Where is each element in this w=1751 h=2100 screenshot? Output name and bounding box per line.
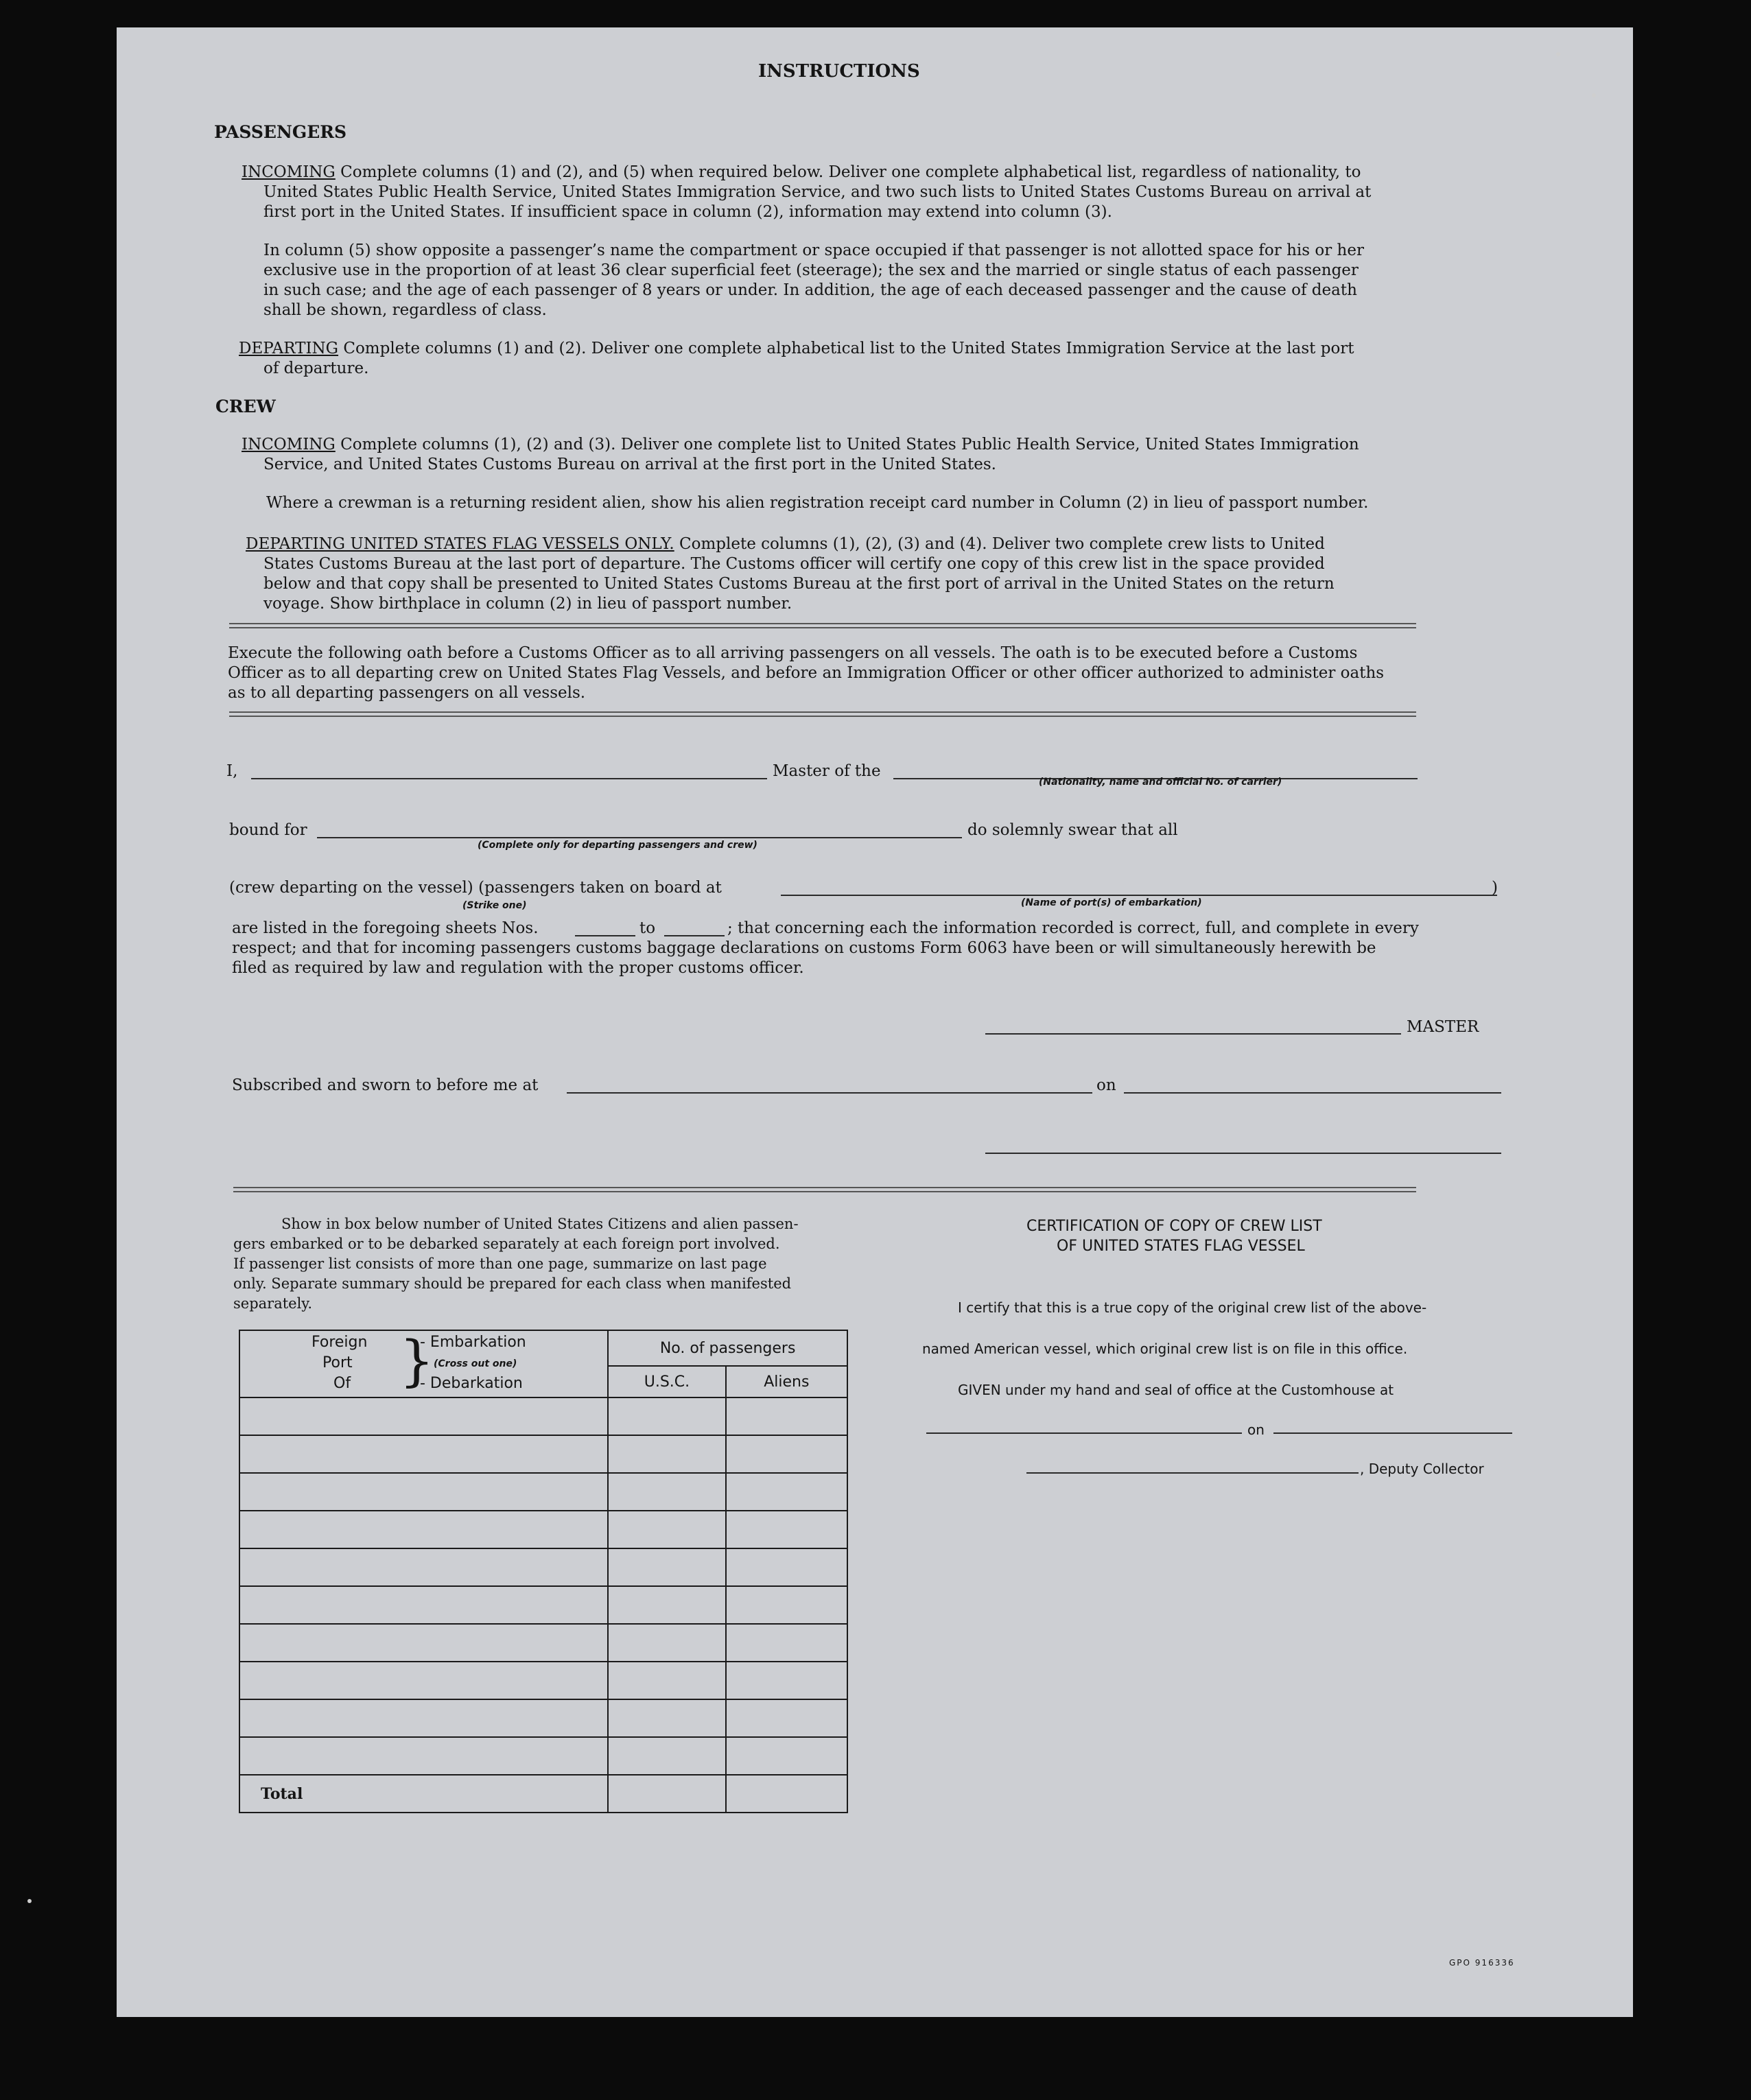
debarkation-label: - Debarkation: [420, 1375, 523, 1392]
aliens-cell[interactable]: [726, 1586, 847, 1624]
total-label-cell: [239, 1775, 608, 1813]
port-cell[interactable]: [239, 1511, 608, 1548]
carrier-caption: (Nationality, name and official No. of carrier): [1039, 777, 1282, 788]
footer-code: GPO 916336: [1449, 1958, 1515, 1968]
brace-glyph: }: [399, 1329, 434, 1393]
port-cell[interactable]: [239, 1397, 608, 1435]
column5-line-1: In column (5) show opposite a passenger’s name the compartment or space occupied if that passenger is not allotted space for his or her: [263, 241, 1364, 259]
oath-i-label: I,: [226, 762, 238, 780]
table-row: [239, 1662, 847, 1699]
scan-speck: [1592, 93, 1596, 97]
embarkation-label: - Embarkation: [420, 1334, 526, 1351]
passengers-departing-label: DEPARTING: [239, 340, 339, 357]
sworn-on-label: on: [1096, 1076, 1116, 1094]
certification-line-2: named American vessel, which original crew list is on file in this office.: [922, 1341, 1408, 1357]
passengers-departing-text: Complete columns (1) and (2). Deliver one complete alphabetical list to the United States Immigration Service at the last port: [343, 340, 1354, 357]
total-row: [239, 1775, 847, 1813]
strike-one-caption: (Strike one): [462, 900, 527, 911]
bound-caption: (Complete only for departing passengers and crew): [478, 840, 757, 851]
port-cell[interactable]: [239, 1699, 608, 1737]
listed-sheets-label: are listed in the foregoing sheets Nos.: [232, 919, 539, 937]
summary-line-3: If passenger list consists of more than one page, summarize on last page: [233, 1255, 767, 1272]
aliens-header: Aliens: [726, 1366, 847, 1397]
summary-line-2: gers embarked or to be debarked separately at each foreign port involved.: [233, 1236, 780, 1252]
summary-line-4: only. Separate summary should be prepared for each class when manifested: [233, 1275, 792, 1292]
do-solemnly-label: do solemnly swear that all: [967, 821, 1178, 839]
usc-cell[interactable]: [608, 1473, 725, 1511]
crew-incoming-line-1: [242, 435, 1359, 455]
passengers-departing-line-1: [239, 339, 1354, 359]
aliens-cell[interactable]: [726, 1511, 847, 1548]
table-row: [239, 1737, 847, 1775]
passengers-heading: PASSENGERS: [214, 122, 347, 142]
divider-1: [229, 623, 1416, 628]
crew-heading: CREW: [215, 397, 276, 416]
column5-line-4: shall be shown, regardless of class.: [263, 301, 547, 319]
master-name-field[interactable]: [251, 778, 767, 779]
passengers-incoming-line-1: [242, 163, 1361, 182]
divider-2: [229, 711, 1416, 717]
summary-header-row: [239, 1330, 847, 1366]
port-cell[interactable]: [239, 1624, 608, 1662]
crew-departing-text: Complete columns (1), (2), (3) and (4). Deliver two complete crew lists to United: [679, 535, 1325, 553]
customhouse-field[interactable]: [926, 1432, 1242, 1434]
crew-departing-line-2: States Customs Bureau at the last port of departure. The Customs officer will certify one copy of this crew list in the space provided: [263, 555, 1325, 573]
aliens-cell[interactable]: [726, 1624, 847, 1662]
crew-departing-label: DEPARTING UNITED STATES FLAG VESSELS ONLY.: [246, 535, 674, 553]
passengers-incoming-text: Complete columns (1) and (2), and (5) when required below. Deliver one complete alphabetical list, regardless of nationality, to: [340, 163, 1361, 181]
usc-cell[interactable]: [608, 1511, 725, 1548]
oath-instructions-line-3: as to all departing passengers on all vessels.: [228, 684, 586, 702]
deputy-collector-field[interactable]: [1026, 1472, 1359, 1474]
deputy-collector-label: , Deputy Collector: [1360, 1461, 1484, 1477]
passengers-departing-line-2: of departure.: [263, 359, 369, 377]
oath-instructions-line-2: Officer as to all departing crew on United States Flag Vessels, and before an Immigration Officer or other officer authorized to administer oaths: [228, 664, 1385, 682]
crew-departing-line-1: [246, 534, 1325, 554]
summary-line-1: Show in box below number of United States Citizens and alien passen-: [281, 1216, 799, 1232]
port-cell[interactable]: [239, 1548, 608, 1586]
crew-departing-line-3: below and that copy shall be presented to United States Customs Bureau at the first port of arrival in the United States on the return: [263, 575, 1335, 593]
certification-date-field[interactable]: [1273, 1432, 1512, 1434]
certification-line-3: GIVEN under my hand and seal of office at the Customhouse at: [958, 1382, 1394, 1398]
table-row: [239, 1511, 847, 1548]
ports-field[interactable]: [781, 895, 1497, 896]
column5-line-3: in such case; and the age of each passenger of 8 years or under. In addition, the age of each deceased passenger and the cause of death: [263, 281, 1357, 299]
total-usc-cell[interactable]: [608, 1775, 725, 1813]
total-label: Total: [261, 1784, 303, 1803]
bound-for-label: bound for: [229, 821, 307, 839]
usc-cell[interactable]: [608, 1624, 725, 1662]
resident-alien-line: Where a crewman is a returning resident alien, show his alien registration receipt card number in Column (2) in lieu of passport number.: [266, 494, 1369, 512]
listed-rest-label: ; that concerning each the information recorded is correct, full, and complete in every: [727, 919, 1419, 937]
cross-out-caption: (Cross out one): [434, 1358, 517, 1369]
scan-speck: [27, 1899, 32, 1903]
table-row: [239, 1699, 847, 1737]
sheet-to-field[interactable]: [664, 935, 725, 936]
master-label: MASTER: [1407, 1018, 1479, 1036]
aliens-cell[interactable]: [726, 1473, 847, 1511]
certification-line-1: I certify that this is a true copy of the original crew list of the above-: [958, 1299, 1427, 1316]
table-row: [239, 1548, 847, 1586]
port-cell[interactable]: [239, 1586, 608, 1624]
table-row: [239, 1397, 847, 1435]
total-aliens-cell[interactable]: [726, 1775, 847, 1813]
passengers-incoming-line-3: first port in the United States. If insufficient space in column (2), information may extend into column (3).: [263, 203, 1112, 221]
usc-cell[interactable]: [608, 1737, 725, 1775]
table-row: [239, 1435, 847, 1473]
aliens-cell[interactable]: [726, 1737, 847, 1775]
table-row: [239, 1624, 847, 1662]
no-of-passengers-header: No. of passengers: [608, 1330, 847, 1366]
port-label: Port: [322, 1354, 353, 1371]
sheet-from-field[interactable]: [575, 935, 635, 936]
respect-line: respect; and that for incoming passengers customs baggage declarations on customs Form 6063 have been or will simultaneously herewith be: [232, 939, 1376, 957]
close-paren: ): [1492, 879, 1498, 897]
ports-caption: (Name of port(s) of embarkation): [1021, 897, 1202, 908]
usc-cell[interactable]: [608, 1699, 725, 1737]
bound-for-field[interactable]: [317, 837, 962, 838]
port-cell[interactable]: [239, 1662, 608, 1699]
passengers-incoming-line-2: United States Public Health Service, United States Immigration Service, and two such lists to United States Customs Bureau on arrival at: [263, 183, 1372, 201]
crew-incoming-text: Complete columns (1), (2) and (3). Deliver one complete list to United States Public Health Service, United States Immigration: [340, 436, 1359, 453]
aliens-cell[interactable]: [726, 1397, 847, 1435]
aliens-cell[interactable]: [726, 1662, 847, 1699]
port-cell[interactable]: [239, 1435, 608, 1473]
table-row: [239, 1473, 847, 1511]
of-label: Of: [333, 1375, 351, 1392]
oath-instructions-line-1: Execute the following oath before a Customs Officer as to all arriving passengers on all vessels. The oath is to be executed before a Customs: [228, 644, 1358, 662]
passengers-incoming-label: INCOMING: [242, 163, 336, 181]
crew-incoming-label: INCOMING: [242, 436, 336, 453]
page-title: INSTRUCTIONS: [758, 61, 920, 82]
aliens-cell[interactable]: [726, 1699, 847, 1737]
master-signature-field[interactable]: [985, 1033, 1401, 1035]
usc-cell[interactable]: [608, 1662, 725, 1699]
certification-on-label: on: [1247, 1421, 1265, 1438]
form-page: [117, 27, 1633, 2017]
master-of-the-label: Master of the: [773, 762, 881, 780]
usc-cell[interactable]: [608, 1548, 725, 1586]
aliens-cell[interactable]: [726, 1548, 847, 1586]
divider-3: [233, 1187, 1416, 1192]
usc-cell[interactable]: [608, 1397, 725, 1435]
usc-cell[interactable]: [608, 1435, 725, 1473]
certification-title-1: CERTIFICATION OF COPY OF CREW LIST: [1026, 1218, 1322, 1235]
summary-table: [239, 1330, 848, 1813]
sworn-date-field[interactable]: [1124, 1092, 1501, 1094]
crew-incoming-line-2: Service, and United States Customs Bureau on arrival at the first port in the United States.: [263, 456, 996, 473]
certification-title-2: OF UNITED STATES FLAG VESSEL: [1057, 1238, 1305, 1255]
filed-line: filed as required by law and regulation with the proper customs officer.: [232, 959, 804, 977]
port-cell[interactable]: [239, 1737, 608, 1775]
listed-to-label: to: [639, 919, 656, 937]
column5-line-2: exclusive use in the proportion of at least 36 clear superficial feet (steerage); the sex and the married or single status of each passenger: [263, 261, 1359, 279]
summary-line-5: separately.: [233, 1295, 313, 1312]
sworn-place-field[interactable]: [567, 1092, 1092, 1094]
usc-header: U.S.C.: [608, 1366, 725, 1397]
foreign-label: Foreign: [312, 1334, 368, 1351]
aliens-cell[interactable]: [726, 1435, 847, 1473]
usc-cell[interactable]: [608, 1586, 725, 1624]
port-header-cell: [239, 1330, 608, 1397]
port-cell[interactable]: [239, 1473, 608, 1511]
crew-departing-line-4: voyage. Show birthplace in column (2) in lieu of passport number.: [263, 595, 792, 613]
table-row: [239, 1586, 847, 1624]
crew-passengers-label: (crew departing on the vessel) (passengers taken on board at: [229, 879, 722, 897]
scan-speck: [1556, 52, 1560, 56]
subscribed-label: Subscribed and sworn to before me at: [232, 1076, 539, 1094]
officer-signature-field[interactable]: [985, 1153, 1501, 1154]
